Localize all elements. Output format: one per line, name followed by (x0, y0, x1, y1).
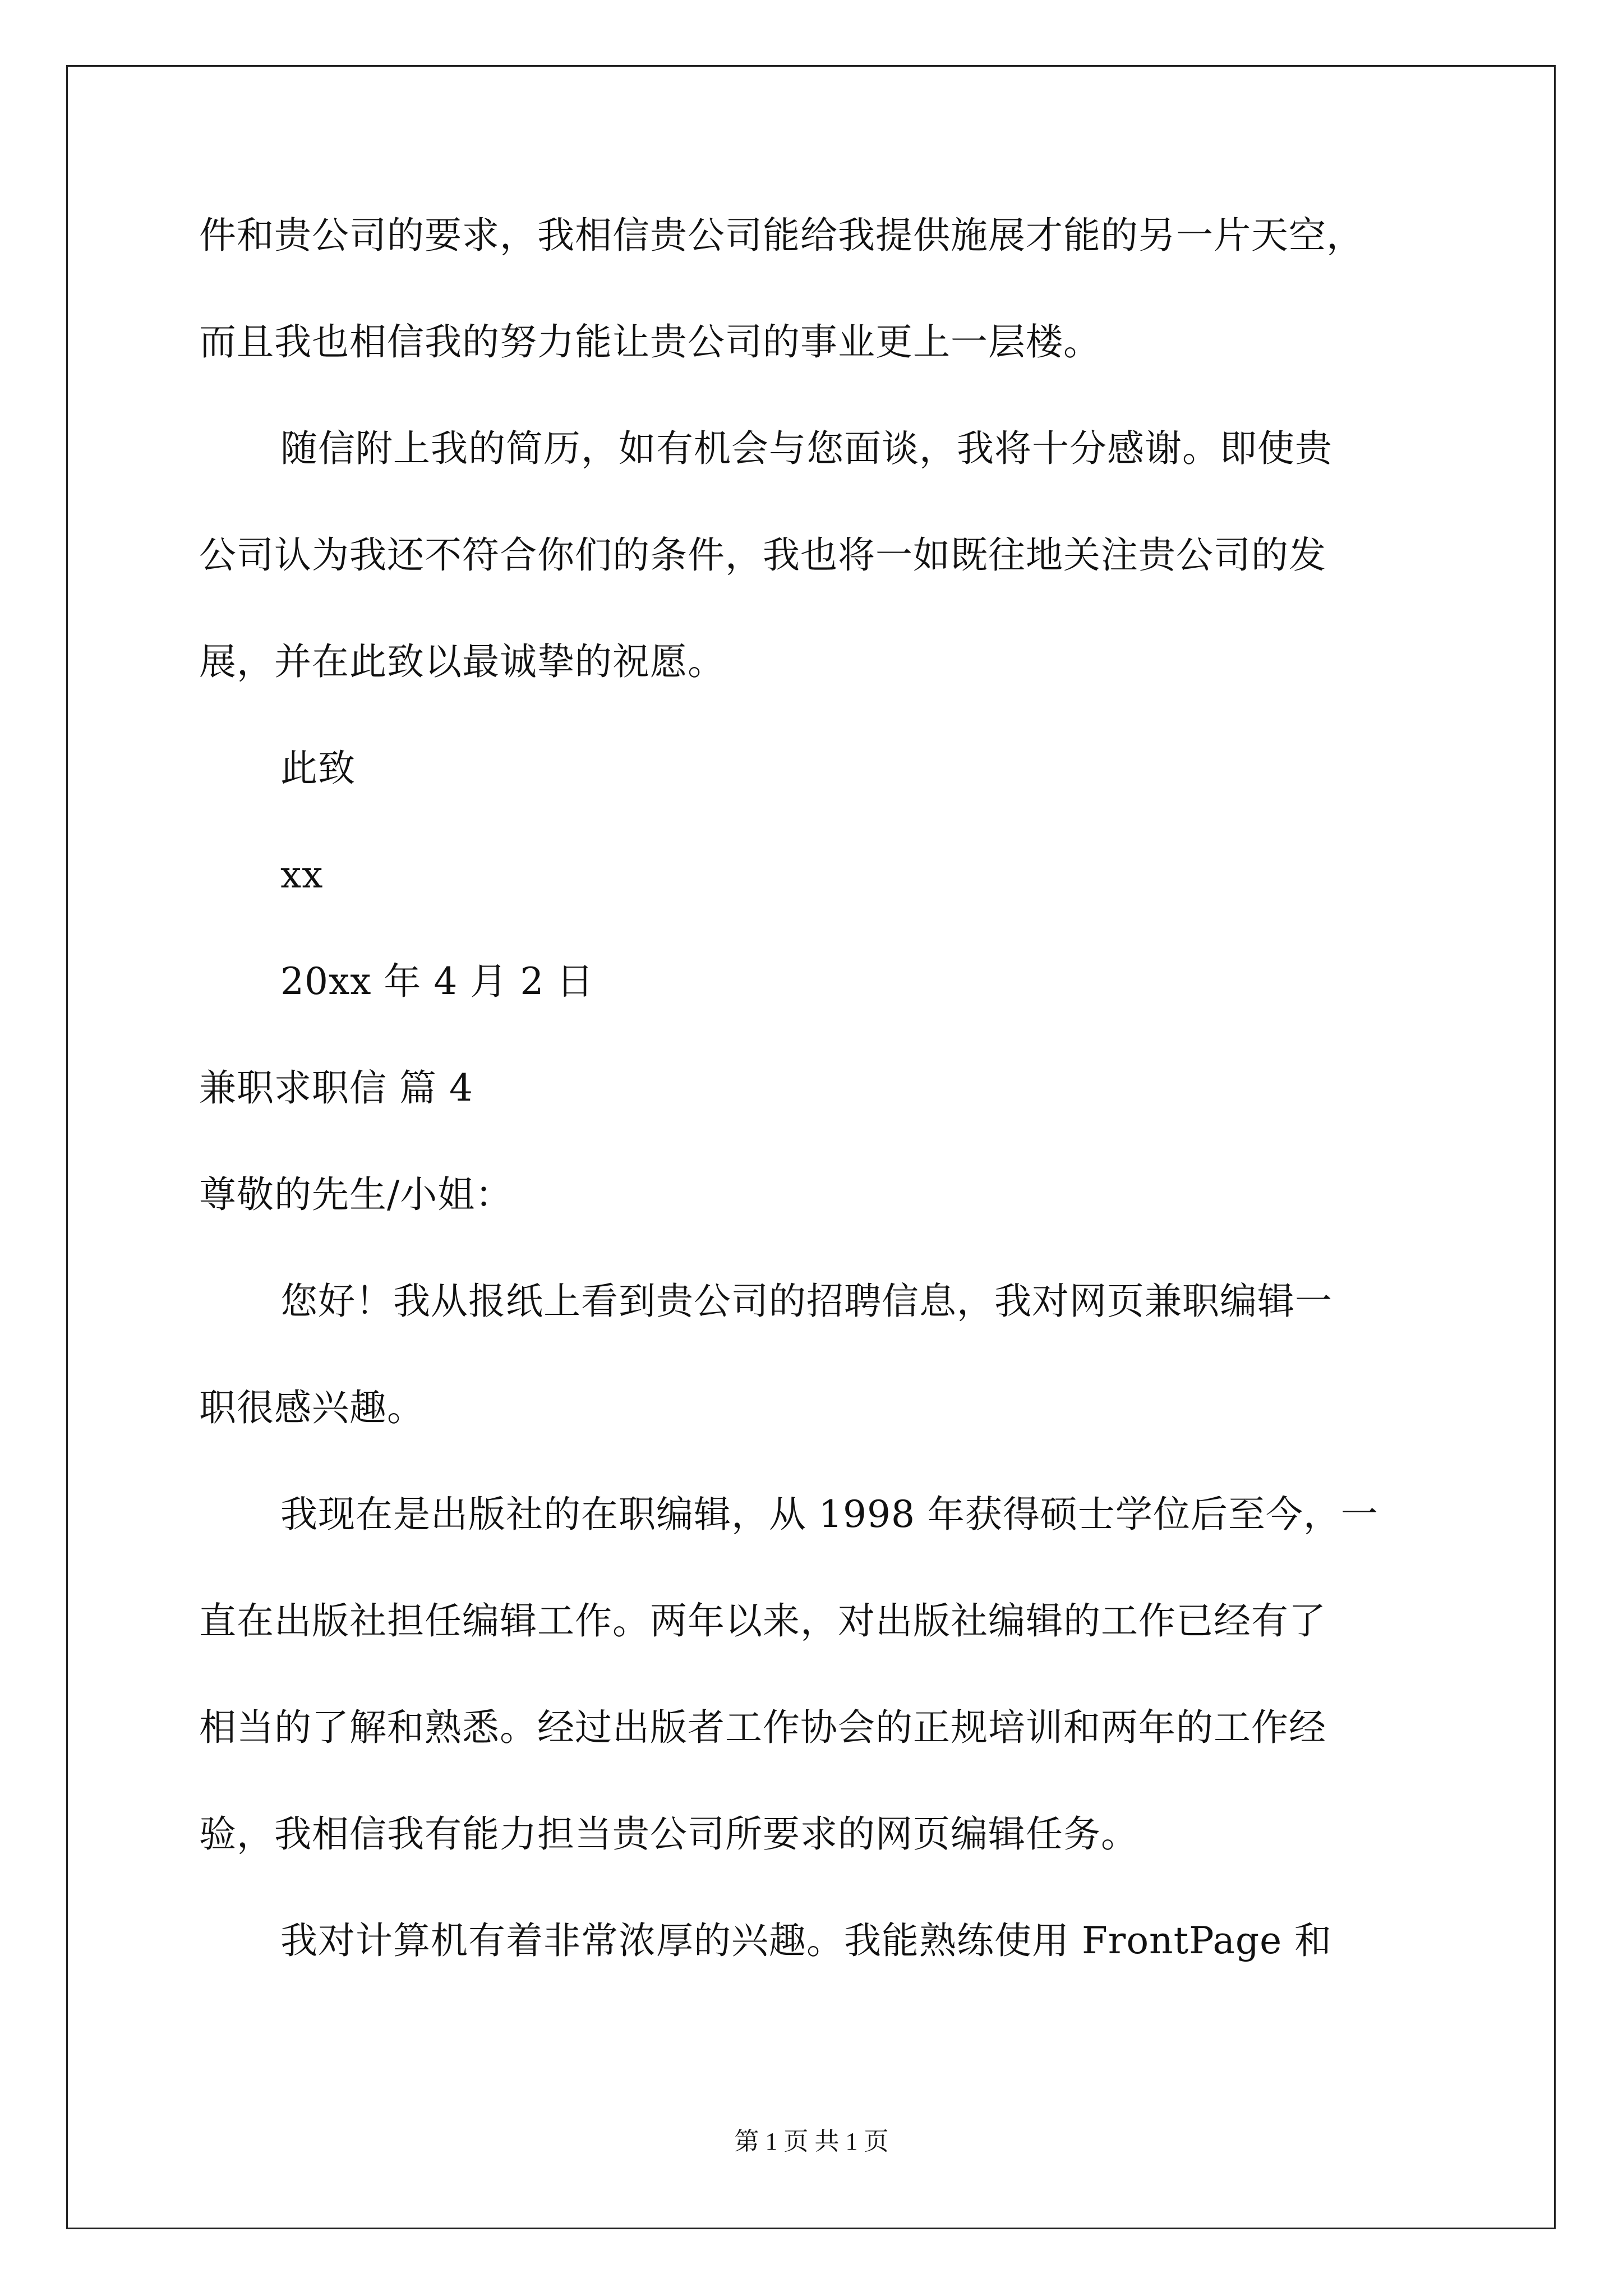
body-line: 而且我也相信我的努力能让贵公司的事业更上一层楼。 (199, 320, 1101, 364)
body-line: 相当的了解和熟悉。经过出版者工作协会的正规培训和两年的工作经 (199, 1706, 1326, 1749)
body-line: 直在出版社担任编辑工作。两年以来，对出版社编辑的工作已经有了 (199, 1599, 1326, 1642)
page-footer: 第 1 页 共 1 页 (734, 2128, 889, 2155)
body-line: 我对计算机有着非常浓厚的兴趣。我能熟练使用 FrontPage 和 (280, 1919, 1332, 1962)
body-line: 职很感兴趣。 (199, 1386, 425, 1429)
body-line: 件和贵公司的要求，我相信贵公司能给我提供施展才能的另一片天空， (199, 214, 1364, 257)
greeting: 尊敬的先生/小姐： (199, 1173, 513, 1216)
signature-name: xx (280, 853, 324, 896)
body-line: 随信附上我的简历，如有机会与您面谈，我将十分感谢。即使贵 (280, 427, 1332, 470)
body-line: 验，我相信我有能力担当贵公司所要求的网页编辑任务。 (199, 1812, 1138, 1856)
letter-date: 20xx 年 4 月 2 日 (280, 960, 594, 1003)
body-line: 公司认为我还不符合你们的条件，我也将一如既往地关注贵公司的发 (199, 533, 1326, 577)
page-border (66, 65, 1556, 2229)
section-heading: 兼职求职信 篇 4 (199, 1066, 473, 1110)
body-line: 展，并在此致以最诚挚的祝愿。 (199, 640, 725, 683)
body-line: 您好！我从报纸上看到贵公司的招聘信息，我对网页兼职编辑一 (280, 1280, 1332, 1323)
closing-salutation: 此致 (280, 747, 356, 790)
body-line: 我现在是出版社的在职编辑，从 1998 年获得硕士学位后至今，一 (280, 1493, 1378, 1536)
